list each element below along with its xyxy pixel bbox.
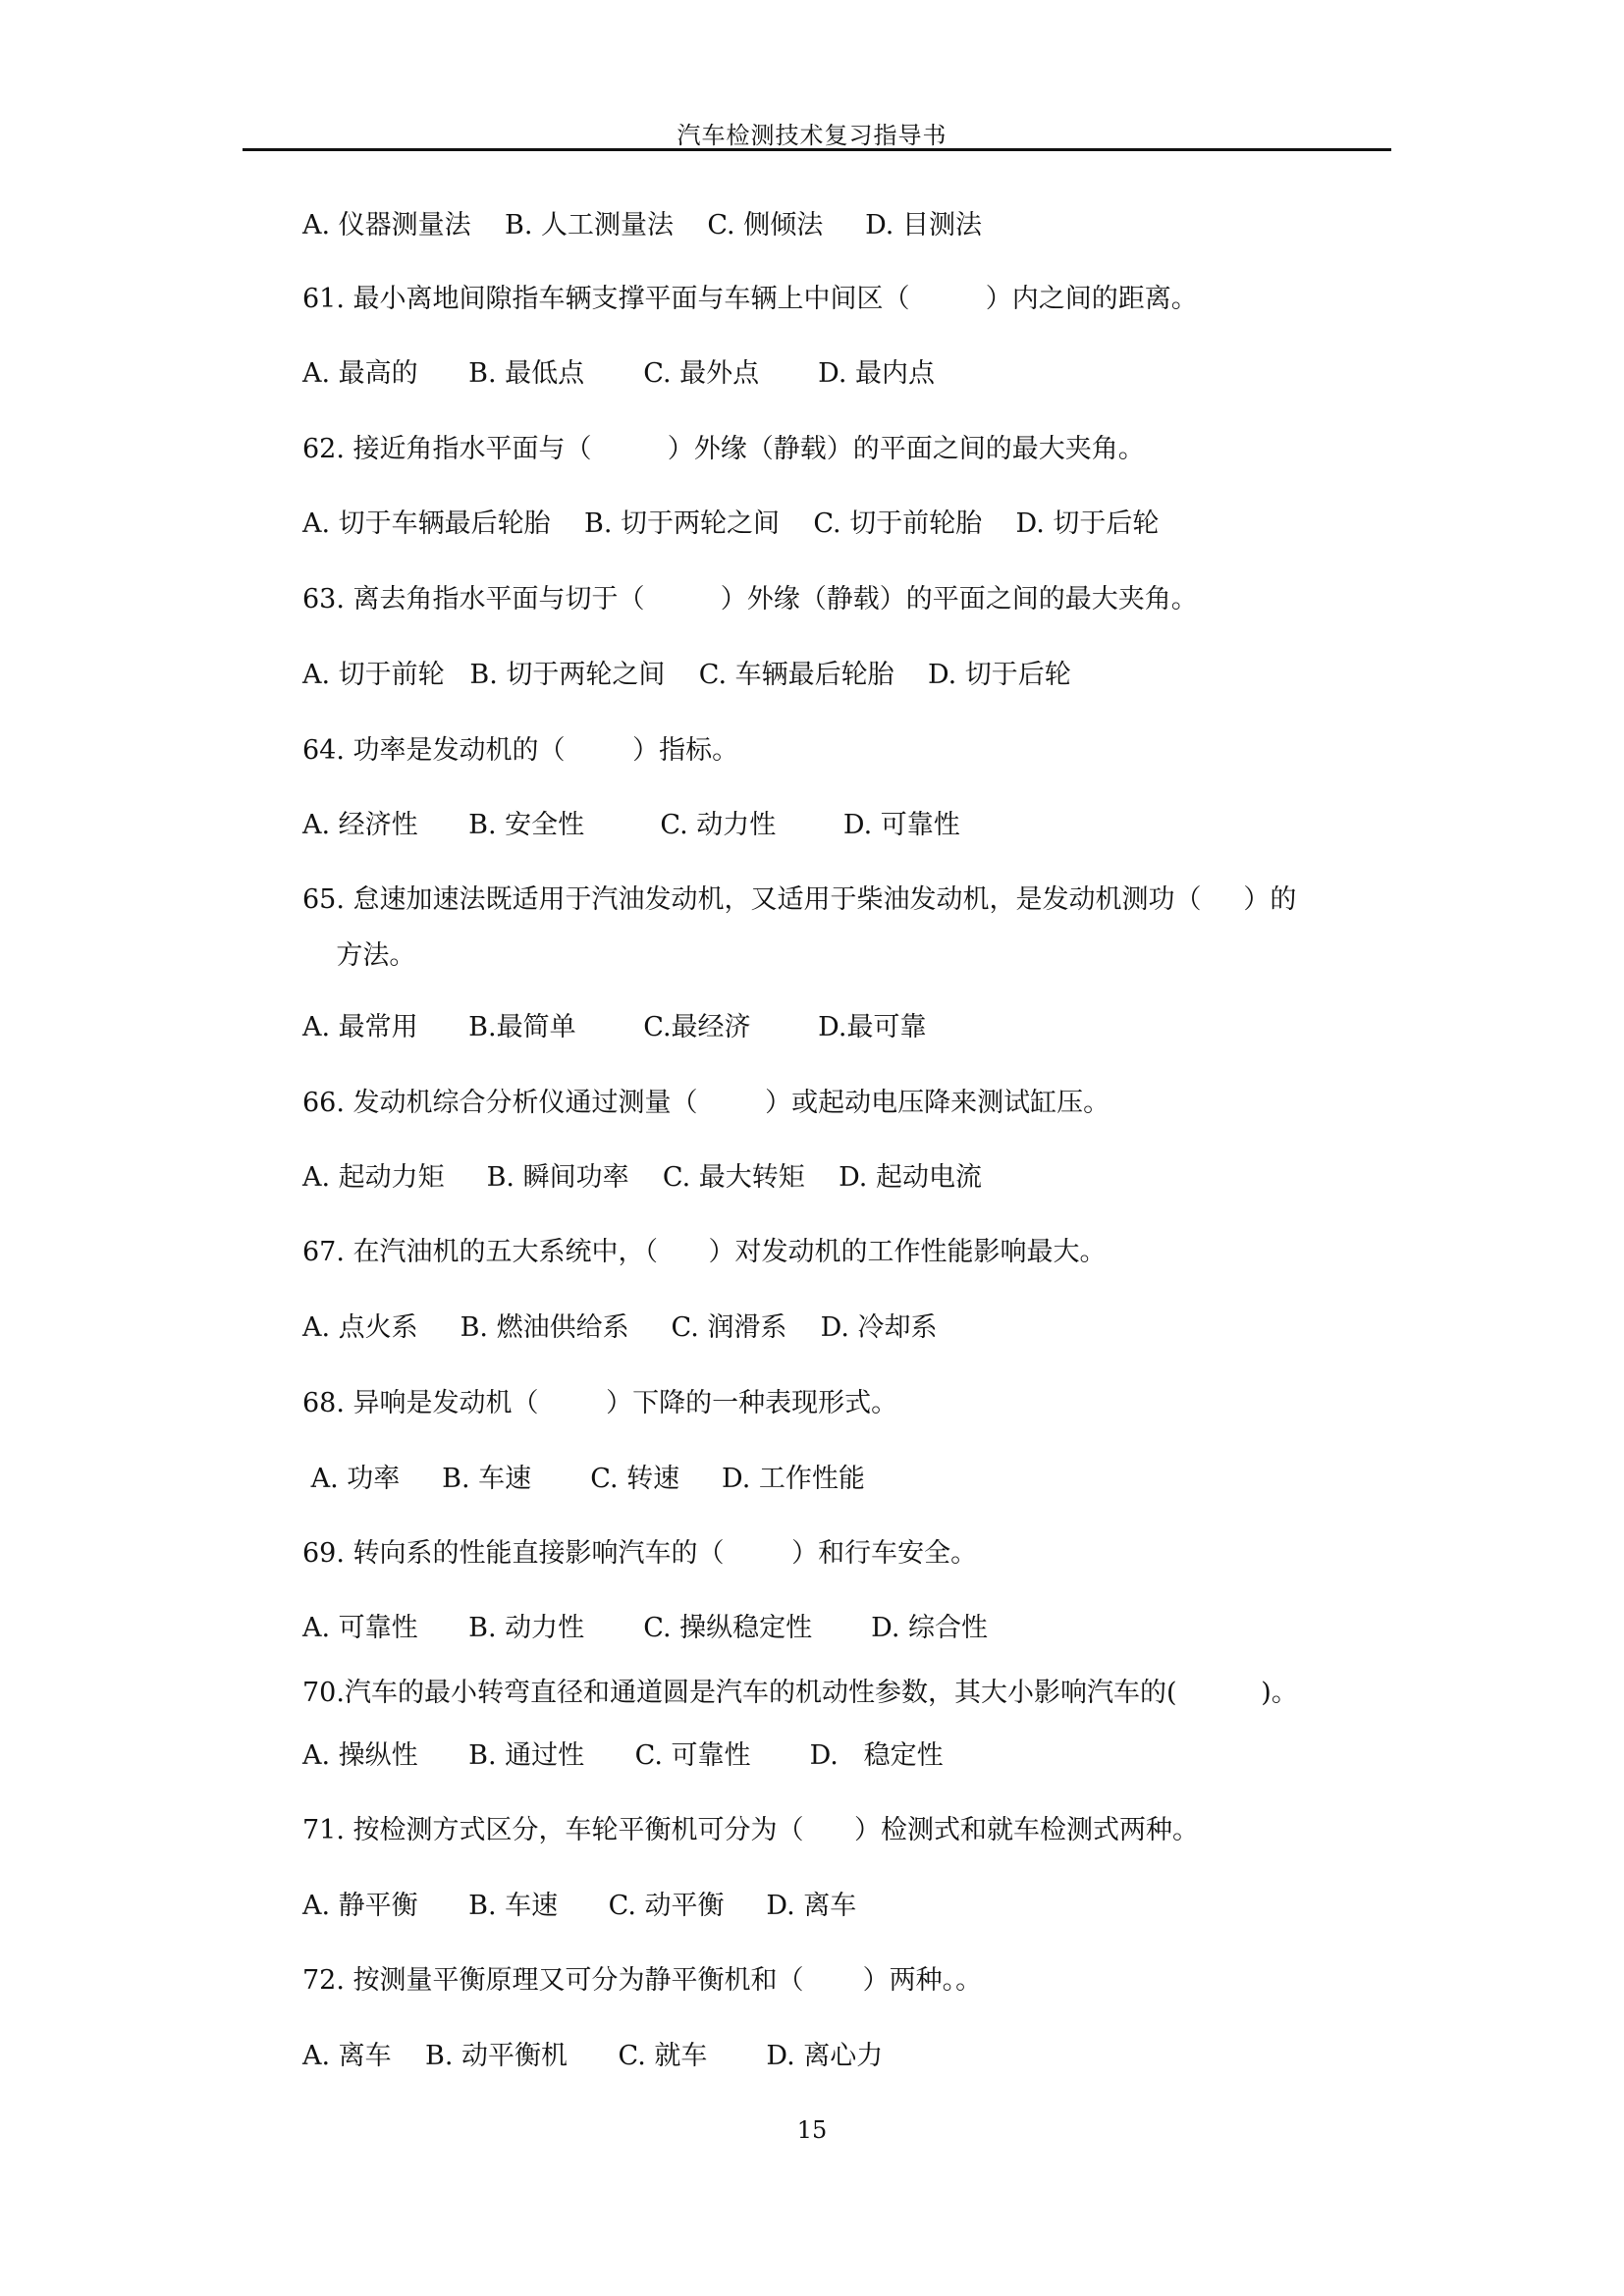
option-line: A. 经济性 B. 安全性 C. 动力性 D. 可靠性	[302, 810, 960, 840]
option-line: A. 最常用 B.最简单 C.最经济 D.最可靠	[302, 1012, 927, 1042]
question-line: 64. 功率是发动机的（ ）指标。	[302, 735, 739, 766]
question-line: 61. 最小离地间隙指车辆支撑平面与车辆上中间区（ ）内之间的距离。	[302, 284, 1198, 314]
option-line: A. 仪器测量法 B. 人工测量法 C. 侧倾法 D. 目测法	[302, 210, 982, 240]
option-line: A. 切于车辆最后轮胎 B. 切于两轮之间 C. 切于前轮胎 D. 切于后轮	[302, 508, 1160, 539]
question-line: 71. 按检测方式区分，车轮平衡机可分为（ ）检测式和就车检测式两种。	[302, 1815, 1200, 1845]
option-line: A. 功率 B. 车速 C. 转速 D. 工作性能	[302, 1464, 865, 1494]
question-line: 66. 发动机综合分析仪通过测量（ ）或起动电压降来测试缸压。	[302, 1088, 1110, 1118]
question-line: 63. 离去角指水平面与切于（ ）外缘（静载）的平面之间的最大夹角。	[302, 584, 1198, 614]
header-title: 汽车检测技术复习指导书	[677, 122, 947, 149]
question-line-continuation: 方法。	[302, 940, 416, 971]
option-line: A. 最高的 B. 最低点 C. 最外点 D. 最内点	[302, 358, 936, 389]
option-line: A. 可靠性 B. 动力性 C. 操纵稳定性 D. 综合性	[302, 1613, 989, 1643]
option-line: A. 静平衡 B. 车速 C. 动平衡 D. 离车	[302, 1891, 857, 1921]
question-line: 69. 转向系的性能直接影响汽车的（ ）和行车安全。	[302, 1538, 978, 1569]
option-line: A. 操纵性 B. 通过性 C. 可靠性 D. 稳定性	[302, 1740, 944, 1771]
question-line: 67. 在汽油机的五大系统中，（ ）对发动机的工作性能影响最大。	[302, 1237, 1107, 1267]
option-line: A. 起动力矩 B. 瞬间功率 C. 最大转矩 D. 起动电流	[302, 1162, 982, 1193]
question-line: 70.汽车的最小转弯直径和通道圆是汽车的机动性参数，其大小影响汽车的( )。	[302, 1678, 1298, 1708]
option-line: A. 点火系 B. 燃油供给系 C. 润滑系 D. 冷却系	[302, 1312, 938, 1343]
question-line: 62. 接近角指水平面与（ ）外缘（静载）的平面之间的最大夹角。	[302, 434, 1145, 464]
option-line: A. 离车 B. 动平衡机 C. 就车 D. 离心力	[302, 2041, 884, 2071]
question-line: 65. 怠速加速法既适用于汽油发动机，又适用于柴油发动机，是发动机测功（ ）的	[302, 884, 1297, 915]
question-line: 68. 异响是发动机（ ）下降的一种表现形式。	[302, 1388, 898, 1418]
header-rule	[243, 148, 1391, 151]
question-line: 72. 按测量平衡原理又可分为静平衡机和（ ）两种。。	[302, 1965, 983, 1996]
option-line: A. 切于前轮 B. 切于两轮之间 C. 车辆最后轮胎 D. 切于后轮	[302, 660, 1071, 690]
page-number: 15	[796, 2116, 828, 2144]
